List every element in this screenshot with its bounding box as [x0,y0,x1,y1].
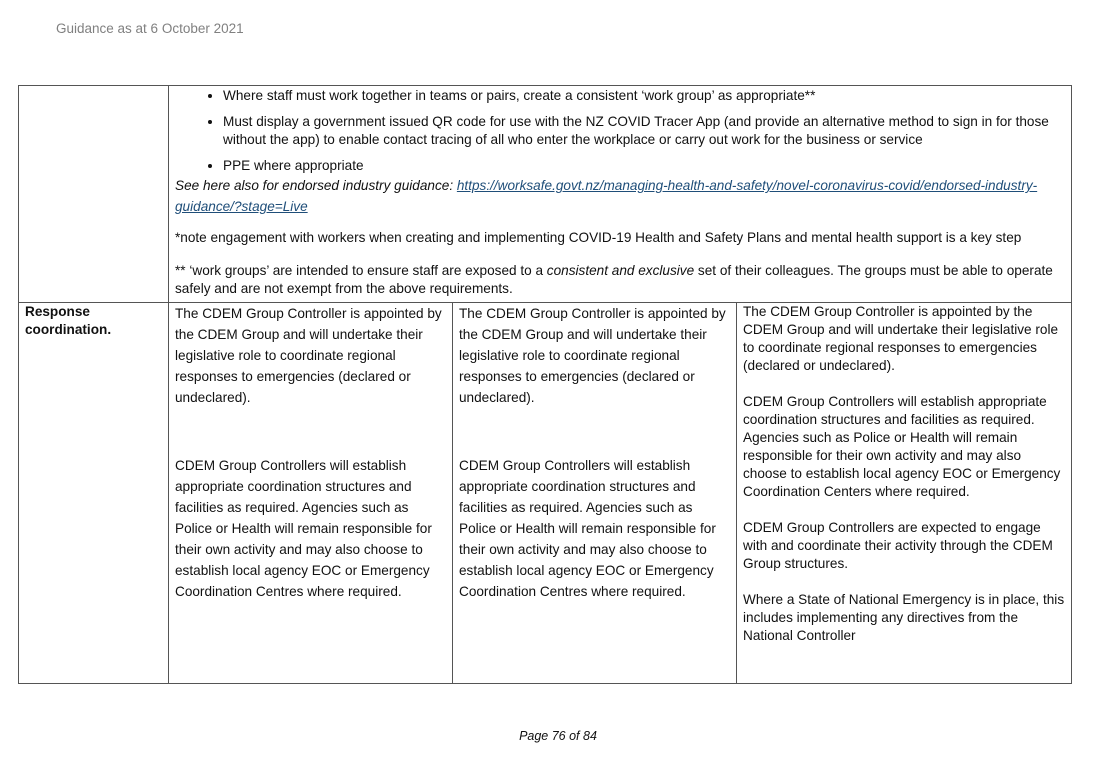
table-row-response-coordination [19,303,1072,684]
response-cell-col3 [453,303,737,684]
col4-paragraph-3: CDEM Group Controllers are expected to engage with and coordinate their activity through the CDEM Group structures. [743,520,1053,571]
col4-paragraph-4: Where a State of National Emergency is in place, this includes implementing any directives from the National Controller [743,592,1065,643]
list-item: • PPE where appropriate [223,157,1065,175]
col4-paragraph-1: The CDEM Group Controller is appointed by the CDEM Group and will undertake their legislative role to coordinate regional responses to emergencies (declared or undeclared). [743,304,1059,373]
col4-paragraph-2: CDEM Group Controllers will establish appropriate coordination structures and facilities as required. Agencies such as Police or Health will remain responsible for their own activity and may also choose to establish local agency EOC or Emergency Coordination Centers where required. [743,394,1061,499]
col2-paragraph-1: The CDEM Group Controller is appointed by the CDEM Group and will undertake their legislative role to coordinate regional responses to emergencies (declared or undeclared). [175,306,442,405]
empty-label-cell [19,86,169,303]
requirements-list [175,87,1065,175]
table-row-staff-requirements [19,86,1072,303]
response-cell-col2 [169,303,453,684]
page-number: Page 76 of 84 [519,729,597,743]
requirements-cell [169,86,1072,303]
col2-paragraph-2: CDEM Group Controllers will establish appropriate coordination structures and facilities as required. Agencies such as Police or Health will remain responsible for their own activity and may also choose to establish local agency EOC or Emergency Coordination Centres where required. [175,458,432,599]
endorsed-prefix: See here also for endorsed industry guidance: [175,178,457,193]
note2-post: set of their colleagues. The groups must be able to operate safely and are not exempt from the above requirements. [175,263,1053,296]
list-item: • Where staff must work together in teams or pairs, create a consistent ‘work group’ as appropriate** [223,87,1065,105]
page-header: Guidance as at 6 October 2021 [56,21,244,36]
note-work-groups [175,262,1065,298]
row-label-response-coordination: Response coordination. [19,303,169,684]
list-item: • Must display a government issued QR code for use with the NZ COVID Tracer App (and provide an alternative method to sign in for those without the app) to enable contact tracing of all who enter the workplace or carry out work for the business or service [223,113,1065,149]
note-engagement: *note engagement with workers when creating and implementing COVID-19 Health and Safety Plans and mental health support is a key step [175,230,1022,245]
col3-paragraph-1: The CDEM Group Controller is appointed by the CDEM Group and will undertake their legislative role to coordinate regional responses to emergencies (declared or undeclared). [459,306,726,405]
guidance-table [18,85,1072,684]
col3-paragraph-2: CDEM Group Controllers will establish appropriate coordination structures and facilities as required. Agencies such as Police or Health will remain responsible for their own activity and may also choose to establish local agency EOC or Emergency Coordination Centres where required. [459,458,716,599]
endorsed-guidance [175,175,1065,217]
endorsed-guidance-link[interactable]: https://worksafe.govt.nz/managing-health-and-safety/novel-coronavirus-covid/endorsed-industry-guidance/?stage=Live [175,178,1038,214]
note2-emphasis: consistent and exclusive [546,263,695,278]
note2-pre: ** ‘work groups’ are intended to ensure staff are exposed to a [175,263,547,278]
response-cell-col4 [737,303,1072,684]
